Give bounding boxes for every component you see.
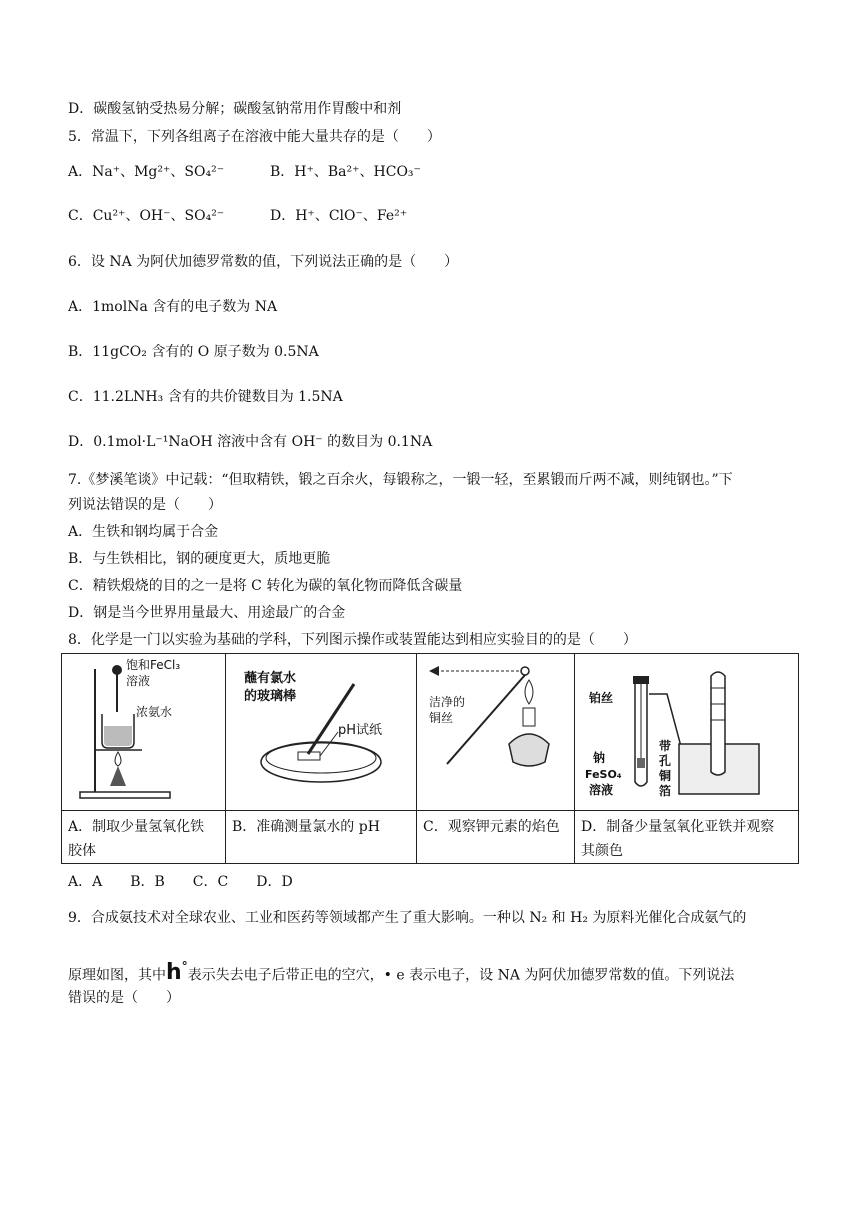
q8-experiment-table xyxy=(61,653,799,864)
label-sodium: 钠 xyxy=(593,751,606,765)
label-solution-d: 溶液 xyxy=(589,783,614,797)
q6-option-a: A．1molNa 含有的电子数为 NA xyxy=(68,299,278,315)
label-chlorine-water-rod-2: 的玻璃棒 xyxy=(244,689,297,704)
caption-c: C．观察钾元素的焰色 xyxy=(423,819,560,835)
q5-option-d: D．H⁺、ClO⁻、Fe²⁺ xyxy=(270,208,408,224)
label-copper-foil-1: 铜 xyxy=(659,769,672,783)
q5-option-a: A．Na⁺、Mg²⁺、SO₄²⁻ xyxy=(68,164,225,180)
caption-a-line2: 胶体 xyxy=(68,843,96,859)
q4-option-d: D．碳酸氢钠受热易分解；碳酸氢钠常用作胃酸中和剂 xyxy=(68,101,402,117)
q9-line3: 错误的是（ ） xyxy=(68,990,180,1006)
label-perforated-1: 带 xyxy=(659,739,672,753)
q9-line2-post: 表示失去电子后带正电的空穴，• e 表示电子，设 NA 为阿伏加德罗常数的值。下列说法 xyxy=(187,967,735,984)
label-ph-paper: pH试纸 xyxy=(338,723,383,738)
q6-option-b: B．11gCO₂ 含有的 O 原子数为 0.5NA xyxy=(68,344,319,360)
caption-b: B．准确测量氯水的 pH xyxy=(232,819,380,835)
figure-d-cell xyxy=(575,654,799,811)
label-copper-foil-2: 箔 xyxy=(659,784,672,798)
caption-a-line1: A．制取少量氢氧化铁 xyxy=(68,819,205,835)
q7-option-b: B．与生铁相比，钢的硬度更大，质地更脆 xyxy=(68,551,331,567)
q7-option-d: D．钢是当今世界用量最大、用途最广的合金 xyxy=(68,605,346,621)
label-saturated-fecl3: 饱和FeCl₃ xyxy=(126,658,181,672)
q6-stem: 6．设 NA 为阿伏加德罗常数的值，下列说法正确的是（ ） xyxy=(68,254,459,270)
q9-line2-pre: 原理如图，其中 xyxy=(68,967,166,984)
caption-d-cell xyxy=(575,811,799,864)
q6-option-c: C．11.2LNH₃ 含有的共价键数目为 1.5NA xyxy=(68,389,343,405)
label-conc-ammonia: 浓氨水 xyxy=(136,705,173,719)
q9-line2 xyxy=(68,957,734,985)
label-clean: 洁净的 xyxy=(429,695,466,709)
label-copper-wire: 铜丝 xyxy=(429,711,454,725)
q9-line1: 9．合成氨技术对全球农业、工业和医药等领域都产生了重大影响。一种以 N₂ 和 H₂ 为原料光催化合成氨气的 xyxy=(68,910,747,926)
figure-c-cell xyxy=(417,654,575,811)
caption-a-cell xyxy=(62,811,226,864)
q7-option-a: A．生铁和钢均属于合金 xyxy=(68,524,219,540)
label-platinum-wire: 铂丝 xyxy=(589,691,614,705)
figure-b-ph-paper-test xyxy=(226,654,416,810)
q5-option-c: C．Cu²⁺、OH⁻、SO₄²⁻ xyxy=(68,208,225,224)
q7-stem-line1: 7.《梦溪笔谈》中记载：“但取精铁，锻之百余火，每锻称之，一锻一轻，至累锻而斤两不减，则纯钢也。”下 xyxy=(68,472,733,488)
figure-a-fe-oh3-apparatus xyxy=(62,654,225,810)
figure-c-flame-test xyxy=(417,654,574,810)
figure-b-cell xyxy=(226,654,417,811)
figure-d-fe-oh2-apparatus xyxy=(575,654,798,810)
label-feso4: FeSO₄ xyxy=(585,768,622,781)
caption-d-line2: 其颜色 xyxy=(581,843,623,859)
hole-icon: h° xyxy=(166,960,188,986)
q7-stem-line2: 列说法错误的是（ ） xyxy=(68,497,222,513)
q8-options: A．A B．B C．C D．D xyxy=(68,874,293,890)
q5-stem: 5．常温下，下列各组离子在溶液中能大量共存的是（ ） xyxy=(68,129,441,145)
caption-d-line1: D．制备少量氢氧化亚铁并观察 xyxy=(581,819,775,835)
q7-option-c: C．精铁煅烧的目的之一是将 C 转化为碳的氧化物而降低含碳量 xyxy=(68,578,463,594)
figure-a-cell xyxy=(62,654,226,811)
label-chlorine-water-rod-1: 蘸有氯水 xyxy=(244,671,297,686)
label-perforated-2: 孔 xyxy=(659,754,672,768)
q5-option-b: B．H⁺、Ba²⁺、HCO₃⁻ xyxy=(270,164,421,180)
q6-option-d: D．0.1mol·L⁻¹NaOH 溶液中含有 OH⁻ 的数目为 0.1NA xyxy=(68,434,433,450)
q8-stem: 8．化学是一门以实验为基础的学科，下列图示操作或装置能达到相应实验目的的是（ ） xyxy=(68,632,637,648)
caption-b-cell xyxy=(226,811,417,864)
label-solution-a: 溶液 xyxy=(126,674,151,688)
caption-c-cell xyxy=(417,811,575,864)
